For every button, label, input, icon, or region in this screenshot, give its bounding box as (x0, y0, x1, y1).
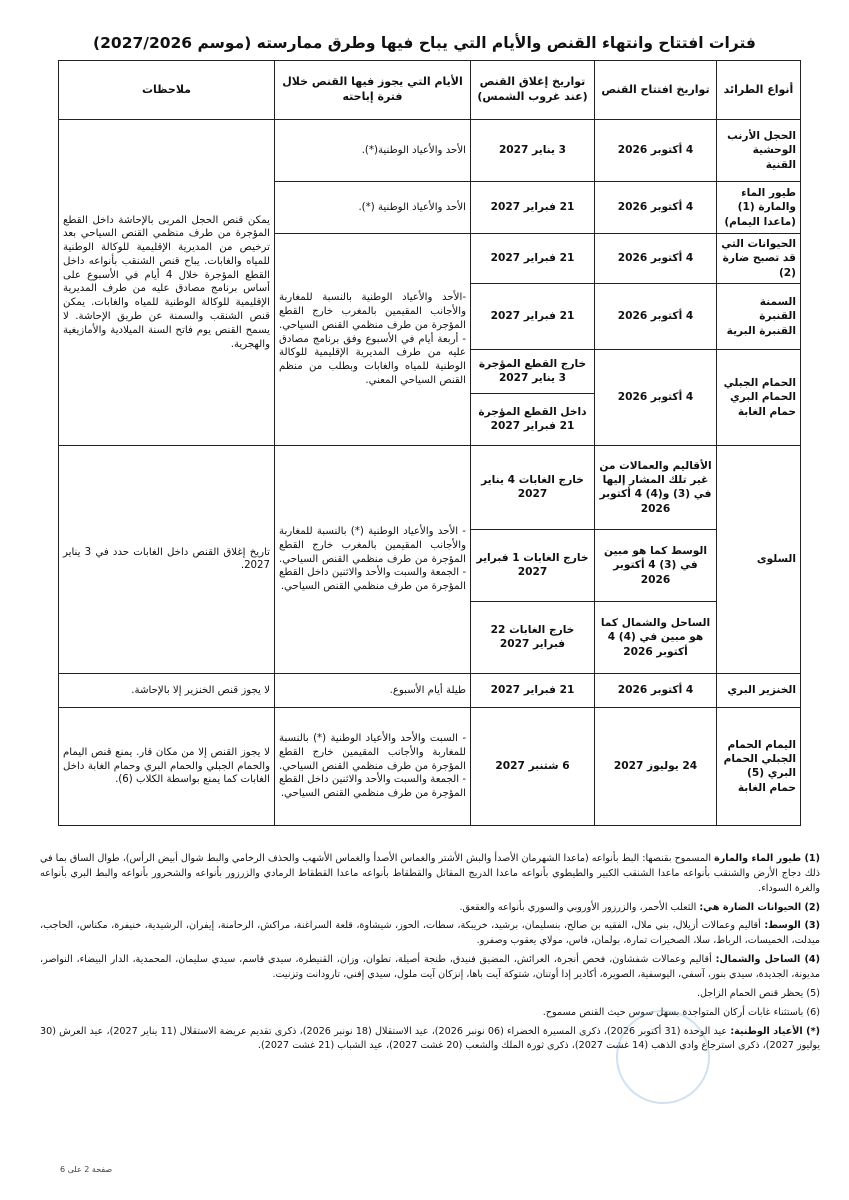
opening-date-cell: 4 أكتوبر 2026 (595, 182, 717, 234)
footnote-text: أقاليم وعمالات شفشاون، فحص أنجرة، العرائش، المضيق فنيدق، طنجة أصيلة، تطوان، وزان، القنيطرة، سيدي قاسم، سيدي سليمان، المحمدية، الدار البيضاء، النواصر، مديونة، الجديدة، سيدي بنور، آسفي، اليوسفية، الصويرة، أكادير إدا أوتنان، شتوكة آيت باها، إنزكان آيت ملول، سيدي إفني، تارودانت وتزنيت. (40, 954, 820, 981)
notes-cell: يمكن قنص الحجل المربى بالإحاشة داخل القطع المؤجرة من طرف منظمي القنص السياحي بعد ترخيص من المديرية الإقليمية للوكالة الوطنية للمياه والغابات. يباح قنص الشنقب بأنواعه داخل القطع المؤجرة خلال 4 أيام في الأسبوع على أساس برنامج مصادق عليه من طرف المديرية الإقليمية للوكالة الوطنية للمياه والغابات. يمكن قنص الشنقب والسمنة عن طريق الإحاشة. لا يسمح القنص يوم فاتح السنة الميلادية والأمازيغية والهجرية. (59, 120, 275, 446)
closing-date-cell: 6 شتنبر 2027 (471, 707, 595, 825)
game-type-cell: الحمام الجبلي الحمام البري حمام الغابة (717, 349, 801, 445)
allowed-days-cell: الأحد والأعياد الوطنية(*). (275, 120, 471, 182)
closing-date-cell: 21 فبراير 2027 (471, 182, 595, 234)
closing-date-cell: خارج الغابات 1 فبراير 2027 (471, 529, 595, 601)
table-row (59, 673, 801, 707)
footnote (40, 852, 820, 897)
closing-date-cell: داخل القطع المؤجرة 21 فبراير 2027 (471, 393, 595, 445)
notes-cell: لا يجوز قنص الخنزير إلا بالإحاشة. (59, 673, 275, 707)
footnote (40, 901, 820, 916)
header-notes: ملاحظات (59, 61, 275, 120)
allowed-days-cell: الأحد والأعياد الوطنية (*). (275, 182, 471, 234)
game-type-cell: الحيوانات التي قد تصبح ضارة (2) (717, 234, 801, 284)
closing-date-cell: 21 فبراير 2027 (471, 234, 595, 284)
allowed-days-cell: -الأحد والأعياد الوطنية بالنسبة للمغاربة والأجانب المقيمين بالمغرب خارج القطع المؤجرة من طرف منظمي القنص السياحي. - أربعة أيام في الأسبوع وفق برنامج مصادق عليه من طرف المديرية الإقليمية للوكالة الوطنية للمياه والغابات وبطلب من منظم القنص السياحي المعني. (275, 234, 471, 446)
notes-cell: تاريخ إغلاق القنص داخل الغابات حدد في 3 يناير 2027. (59, 445, 275, 673)
footnote-label: (*) الأعياد الوطنية: (730, 1025, 820, 1037)
closing-date-cell: 21 فبراير 2027 (471, 673, 595, 707)
footnote-text: الثعلب الأحمر، والزرزور الأوروبي والسوري بأنواعه والعقعق. (459, 901, 697, 913)
opening-date-cell: 4 أكتوبر 2026 (595, 120, 717, 182)
footnote-text: عيد الوحدة (31 أكتوبر 2026)، ذكرى المسيرة الخضراء (06 نونبر 2026)، عيد الاستقلال (18 نونبر 2026)، ذكرى تقديم عريضة الاستقلال (11 يناير 2027)، عيد العرش (30 يوليوز 2027)، ذكرى استرجاع وادي الذهب (14 غشت 2027)، ذكرى ثورة الملك والشعب (20 غشت 2027)، عيد الشباب (21 غشت 2027). (40, 1025, 820, 1052)
faint-stamp-mark (616, 1010, 710, 1104)
opening-date-cell: الوسط كما هو مبين في (3) 4 أكتوبر 2026 (595, 529, 717, 601)
page-number: صفحة 2 على 6 (60, 1165, 113, 1174)
header-opening-date: تواريخ افتتاح القنص (595, 61, 717, 120)
page-title: فترات افتتاح وانتهاء القنص والأيام التي يباح فيها وطرق ممارسته (موسم 2027/2026) (93, 34, 756, 52)
game-type-cell: الحجل الأرنب الوحشية القنية (717, 120, 801, 182)
footnote: (5) يحظر قنص الحمام الزاجل. (696, 987, 820, 999)
game-type-cell: الخنزير البري (717, 673, 801, 707)
footnote-text: أقاليم وعمالات أزيلال، بني ملال، الفقيه بن صالح، بنسليمان، برشيد، خريبكة، سطات، الحوز، شيشاوة، قلعة السراغنة، مراكش، الرحامنة، إيفران، الرشيدية، خنيفرة، مكناس، الحاجب، ميدلت، الخميسات، الرباط، سلا، الصخيرات تمارة، بولمان، فاس، مولاي يعقوب وصفرو. (40, 920, 820, 947)
footnote-label: (4) الساحل والشمال: (715, 954, 820, 966)
table-header-row (59, 61, 801, 120)
footnote-label: (1) طيور الماء والمارة (714, 853, 820, 864)
footnote: (6) باستثناء غابات أركان المتواجدة بسهل سوس حيث القنص مسموح. (542, 1006, 820, 1018)
hunting-season-table (58, 60, 801, 826)
opening-date-cell: 4 أكتوبر 2026 (595, 283, 717, 349)
closing-date-cell: خارج القطع المؤجرة 3 يناير 2027 (471, 349, 595, 393)
opening-date-cell: 4 أكتوبر 2026 (595, 673, 717, 707)
closing-date-cell: خارج الغابات 4 يناير 2027 (471, 445, 595, 529)
footnote (40, 953, 820, 983)
footnote (40, 919, 820, 949)
table-row (59, 707, 801, 825)
opening-date-cell: الساحل والشمال كما هو مبين في (4) 4 أكتوبر 2026 (595, 601, 717, 673)
closing-date-cell: 21 فبراير 2027 (471, 283, 595, 349)
footnote-label: (2) الحيوانات الضارة هي: (699, 901, 820, 913)
opening-date-cell: 24 يوليوز 2027 (595, 707, 717, 825)
game-type-cell: السمنة القنبرة القنبرة البرية (717, 283, 801, 349)
opening-date-cell: 4 أكتوبر 2026 (595, 234, 717, 284)
footnote-label: (3) الوسط: (764, 920, 820, 932)
closing-date-cell: 3 يناير 2027 (471, 120, 595, 182)
table-row (59, 120, 801, 182)
header-game-type: أنواع الطرائد (717, 61, 801, 120)
notes-cell: لا يجوز القنص إلا من مكان قار. يمنع قنص اليمام والحمام الجبلي والحمام البري وحمام الغابة داخل الغابات كما يمنع بواسطة الكلاب (6). (59, 707, 275, 825)
allowed-days-cell: طيلة أيام الأسبوع. (275, 673, 471, 707)
header-allowed-days: الأيام التي يجوز فيها القنص خلال فترة إباحته (275, 61, 471, 120)
footnotes (40, 852, 820, 1058)
opening-date-cell: 4 أكتوبر 2026 (595, 349, 717, 445)
header-closing-date: تواريخ إغلاق القنص (عند غروب الشمس) (471, 61, 595, 120)
closing-date-cell: خارج الغابات 22 فبراير 2027 (471, 601, 595, 673)
allowed-days-cell: - الأحد والأعياد الوطنية (*) بالنسبة للمغاربة والأجانب المقيمين بالمغرب خارج القطع المؤجرة من طرف منظمي القنص السياحي. - الجمعة والسبت والأحد والاثنين داخل القطع المؤجرة من طرف منظمي القنص السياحي. (275, 445, 471, 673)
table-row (59, 445, 801, 529)
game-type-cell: طيور الماء والمارة (1) (ماعدا اليمام) (717, 182, 801, 234)
game-type-cell: اليمام الحمام الجبلي الحمام البري (5) حمام الغابة (717, 707, 801, 825)
game-type-cell: السلوى (717, 445, 801, 673)
opening-date-cell: الأقاليم والعمالات من غير تلك المشار إليها في (3) و(4) 4 أكتوبر 2026 (595, 445, 717, 529)
allowed-days-cell: - السبت والأحد والأعياد الوطنية (*) بالنسبة للمغاربة والأجانب المقيمين خارج القطع المؤجرة من طرف منظمي القنص السياحي. - الجمعة والسبت والأحد والاثنين داخل القطع المؤجرة من طرف منظمي القنص السياحي. (275, 707, 471, 825)
footnote-text: المسموح بقنصها: البط بأنواعه (ماعدا الشهرمان الأصدأ والبش الأشتر والغماس الأصدأ والغماس الأشهب والحذف الرخامي والبط شوال أبيض الرأس)، طوال الساق بما في ذلك دجاج الأرض والشنقب بأنواعه ماعدا الشنقب الكبير والطيطوي بأنواعه ماعدا الدريج المقاتل والقطقاط بأنواعه ماعدا القطقاط الرمادي والزرزور بأنواعه والشحرور بأنواعه والبط البري بأنواعه والغرة السوداء. (40, 853, 820, 894)
